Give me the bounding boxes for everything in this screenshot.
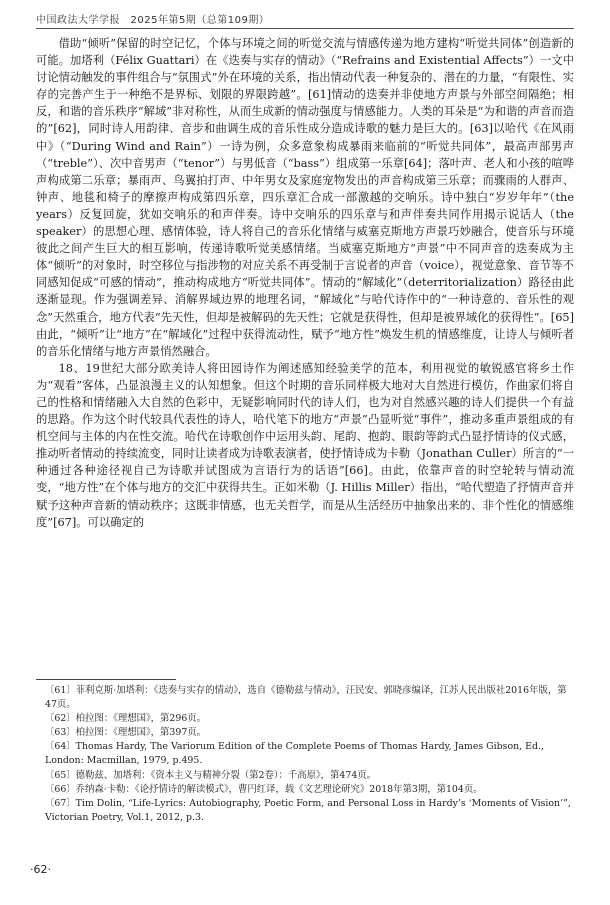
footnote-66: 〔66〕乔纳森·卡勒：《论抒情诗的解读模式》，曹円红译，载《文艺理论研究》2018年第3期，第104页。: [45, 783, 483, 795]
paragraph: 借助“倾听”保留的时空记忆，个体与环境之间的听觉交流与情感传递为地方建构“听觉共同体”创造新的可能。加塔利（Félix Guattari）在《迭奏与实存的情动》（“Refrains and Existential Affects”）一文中讨论情动触发的事件组合与“氛围式”外在环境的关系，指出情动代表一种复杂的、潜在的力量，“有限性、实存的完善产生于一种绝不是界标、划限的界限跨越”。[61]情动的迭奏并非使地方声景与外部空间隔绝；相反，和谐的音乐秩序“解域”非对称性，从而生成新的情动强度与情感能力。人类的耳朵是“为和谐的声音而造的”[62]，同时诗人用韵律、音步和曲调生成的音乐性成分造成诗歌的魅力是巨大的。[63]以哈代《在风雨中》（“During Wind and Rain”）一诗为例，众多意象构成暴雨来临前的“听觉共同体”，最高声部男声（“treble”）、次中音男声（“tenor”）与男低音（“bass”）组成第一乐章[64]；落叶声、老人和小孩的喧哗声构成第二乐章；暴雨声、鸟翼拍打声、中年男女及家庭宠物发出的声音构成第三乐章；而骤雨的人群声、钟声、地毯和椅子的摩擦声构成第四乐章，四乐章汇合成一部激越的交响乐。诗中独白“岁岁年年”（the years）反复回旋，犹如交响乐的和声伴奏。诗中交响乐的四乐章与和声伴奏共同作用揭示说话人（the speaker）的思想心理、感情体验，诗人将自己的音乐化情绪与威塞克斯地方声景巧妙融合，使音乐与环境彼此之间产生巨大的相互影响，传递诗歌听觉美感情绪。当威塞克斯地方“声景”中不同声音的迭奏成为主体“倾听”的对象时，时空移位与指涉物的对应关系不再受制于言说者的声音（voice），视觉意象、音节等不同感知促成“可感的情动”，推动构成地方“听觉共同体”。情动的“解域化”（deterritorialization）路径由此逐渐显现。作为强调差异、消解界域边界的地理名词，“解域化”与哈代诗作中的“一种诗意的、音乐性的观念”天然重合，地方代表“先天性，但却是被解码的先天性；它就是获得性，但却是被界域化的获得性”。[65]由此，“倾听”让“地方”在“解域化”过程中获得流动性，赋予“地方性”焕发生机的情感维度，让诗人与倾听者的音乐化情绪与地方声景悄然融合。: [36, 37, 575, 358]
paragraph: 18、19世纪大部分欧美诗人将田园诗作为阐述感知经验美学的范本，利用视觉的敏锐感官将乡土作为“观看”客体，凸显浪漫主义的认知想象。但这个时期的音乐同样极大地对大自然进行模仿，作曲家们将自己的性格和情绪融入大自然的色彩中，无疑影响同时代的诗人们，也为对自然感兴趣的诗人们提供一个有益的思路。作为这个时代较具代表性的诗人，哈代笔下的地方“声景”凸显听觉“事件”，推动多重声景组成的有机空间与主体的内在性交流。哈代在诗歌创作中运用头韵、尾韵、抱韵、眼韵等韵式凸显抒情诗的仪式感，推动听者情动的持续流变，同时让读者成为诗歌表演者，使抒情诗成为卡勒（Jonathan Culler）所言的“一种通过各种途径视自己为诗歌并试图成为言语行为的话语”[66]。由此，依靠声音的时空轮转与情动流变，“地方性”在个体与地方的交汇中获得共生。正如米勒（J. Hillis Miller）指出，“哈代塑造了抒情声音并赋予这种声音新的情动秩序；这既非情感，也无关哲学，而是从生活经历中抽象出来的、非个性化的情感维度”[67]。可以确定的: [36, 361, 574, 529]
footnote-65: 〔65〕德勒兹、加塔利：《资本主义与精神分裂（第2卷）：千高原》，第474页。: [45, 769, 377, 781]
footnotes: [36, 684, 574, 825]
page-number: ·62·: [30, 863, 51, 876]
body-text: [36, 35, 574, 531]
footnote-67: 〔67〕Tim Dolin, “Life-Lyrics: Autobiography, Poetic Form, and Personal Loss in Hardy’s ‘Moments of Vision’”, Victorian Poetry, Vol.1, 2012, p.3.: [45, 797, 571, 823]
footnote-61: 〔61〕菲利克斯·加塔利：《迭奏与实存的情动》，选自《德勒兹与情动》，汪民安、郭晓彦编译，江苏人民出版社2016年版，第47页。: [45, 685, 567, 711]
footnote-64: 〔64〕Thomas Hardy, The Variorum Edition of the Complete Poems of Thomas Hardy, James Gibson, Ed., London: Macmillan, 1979, p.495.: [45, 741, 544, 767]
running-header: 中国政法大学学报 2025年第5期（总第109期）: [36, 15, 270, 26]
footnote-63: 〔63〕柏拉图：《理想国》，第397页。: [45, 727, 207, 739]
footnote-62: 〔62〕柏拉图：《理想国》，第296页。: [45, 713, 207, 725]
footnote-rule: [36, 679, 176, 680]
header-rule: [36, 28, 574, 29]
